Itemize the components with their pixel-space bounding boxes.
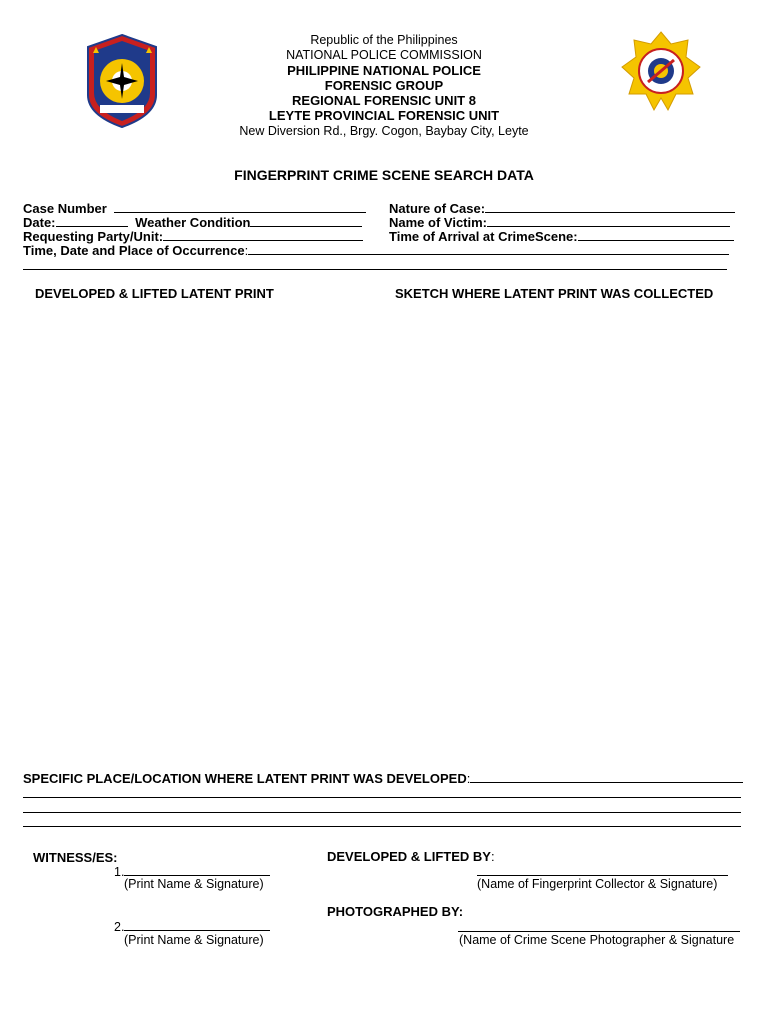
specific-place-input-2[interactable] [23,797,741,798]
specific-place-input-3[interactable] [23,812,741,813]
header-forensic-group: FORENSIC GROUP [324,78,444,93]
weather-input[interactable] [250,215,362,227]
witness-2-caption: (Print Name & Signature) [124,933,264,947]
time-date-place-colon: : [244,243,249,258]
witness-2-row [114,919,270,934]
collector-caption: (Name of Fingerprint Collector & Signature) [477,877,718,891]
arrival-row [389,229,734,244]
arrival-label: Time of Arrival at CrimeScene: [389,229,578,244]
weather-label: Weather Condition [135,215,251,230]
pnp-seal-icon [86,33,159,129]
header-regional-unit: REGIONAL FORENSIC UNIT 8 [292,93,476,108]
date-label: Date: [23,215,56,230]
case-number-input[interactable] [114,201,366,213]
sketch-heading: SKETCH WHERE LATENT PRINT WAS COLLECTED [395,286,714,301]
requesting-label: Requesting Party/Unit: [23,229,164,244]
specific-place-colon: : [466,771,471,786]
pnp-logo [86,33,159,129]
time-date-place-label: Time, Date and Place of Occurrence [23,243,245,258]
time-date-place-input[interactable] [248,243,729,255]
case-number-row [23,201,366,216]
nature-row [389,201,735,216]
date-input[interactable] [56,215,128,227]
developed-by-colon: : [490,849,495,864]
requesting-input[interactable] [163,229,363,241]
time-date-place-row [23,243,729,258]
victim-input[interactable] [487,215,730,227]
victim-label: Name of Victim: [389,215,488,230]
specific-place-label: SPECIFIC PLACE/LOCATION WHERE LATENT PRINT WAS DEVELOPED [23,771,467,786]
developed-by-label: DEVELOPED & LIFTED BY [327,849,491,864]
witness-2-input[interactable] [124,919,270,931]
forensic-group-logo [618,30,704,114]
developed-by-row [327,849,495,864]
developed-heading: DEVELOPED & LIFTED LATENT PRINT [35,286,274,301]
header-napolcom: NATIONAL POLICE COMMISSION [286,48,482,62]
date-row [23,215,362,230]
nature-input[interactable] [485,201,735,213]
arrival-input[interactable] [578,229,734,241]
header-republic: Republic of the Philippines [310,33,458,47]
witness-1-caption: (Print Name & Signature) [124,877,264,891]
specific-place-input[interactable] [470,771,743,783]
photographed-by-label: PHOTOGRAPHED BY: [327,904,464,919]
forensic-seal-icon [618,30,704,114]
photographer-input[interactable] [458,931,740,932]
header-address: New Diversion Rd., Brgy. Cogon, Baybay City, Leyte [239,124,529,138]
nature-label: Nature of Case: [389,201,486,216]
specific-place-row [23,771,743,786]
header-pnp: PHILIPPINE NATIONAL POLICE [287,63,481,78]
case-number-label: Case Number [23,201,107,216]
sketch-area[interactable] [390,305,740,760]
witness-1-number: 1. [114,865,125,879]
latent-print-area[interactable] [23,305,373,760]
header-provincial-unit: LEYTE PROVINCIAL FORENSIC UNIT [268,108,500,123]
collector-input[interactable] [477,875,728,876]
witness-1-input[interactable] [124,864,270,876]
form-title: FINGERPRINT CRIME SCENE SEARCH DATA [234,167,534,183]
specific-place-input-4[interactable] [23,826,741,827]
witnesses-label: WITNESS/ES: [33,850,118,865]
witness-2-number: 2. [114,920,125,934]
requesting-row [23,229,363,244]
photographer-caption: (Name of Crime Scene Photographer & Signature [459,933,735,947]
victim-row [389,215,730,230]
time-date-place-input-2[interactable] [23,269,727,270]
